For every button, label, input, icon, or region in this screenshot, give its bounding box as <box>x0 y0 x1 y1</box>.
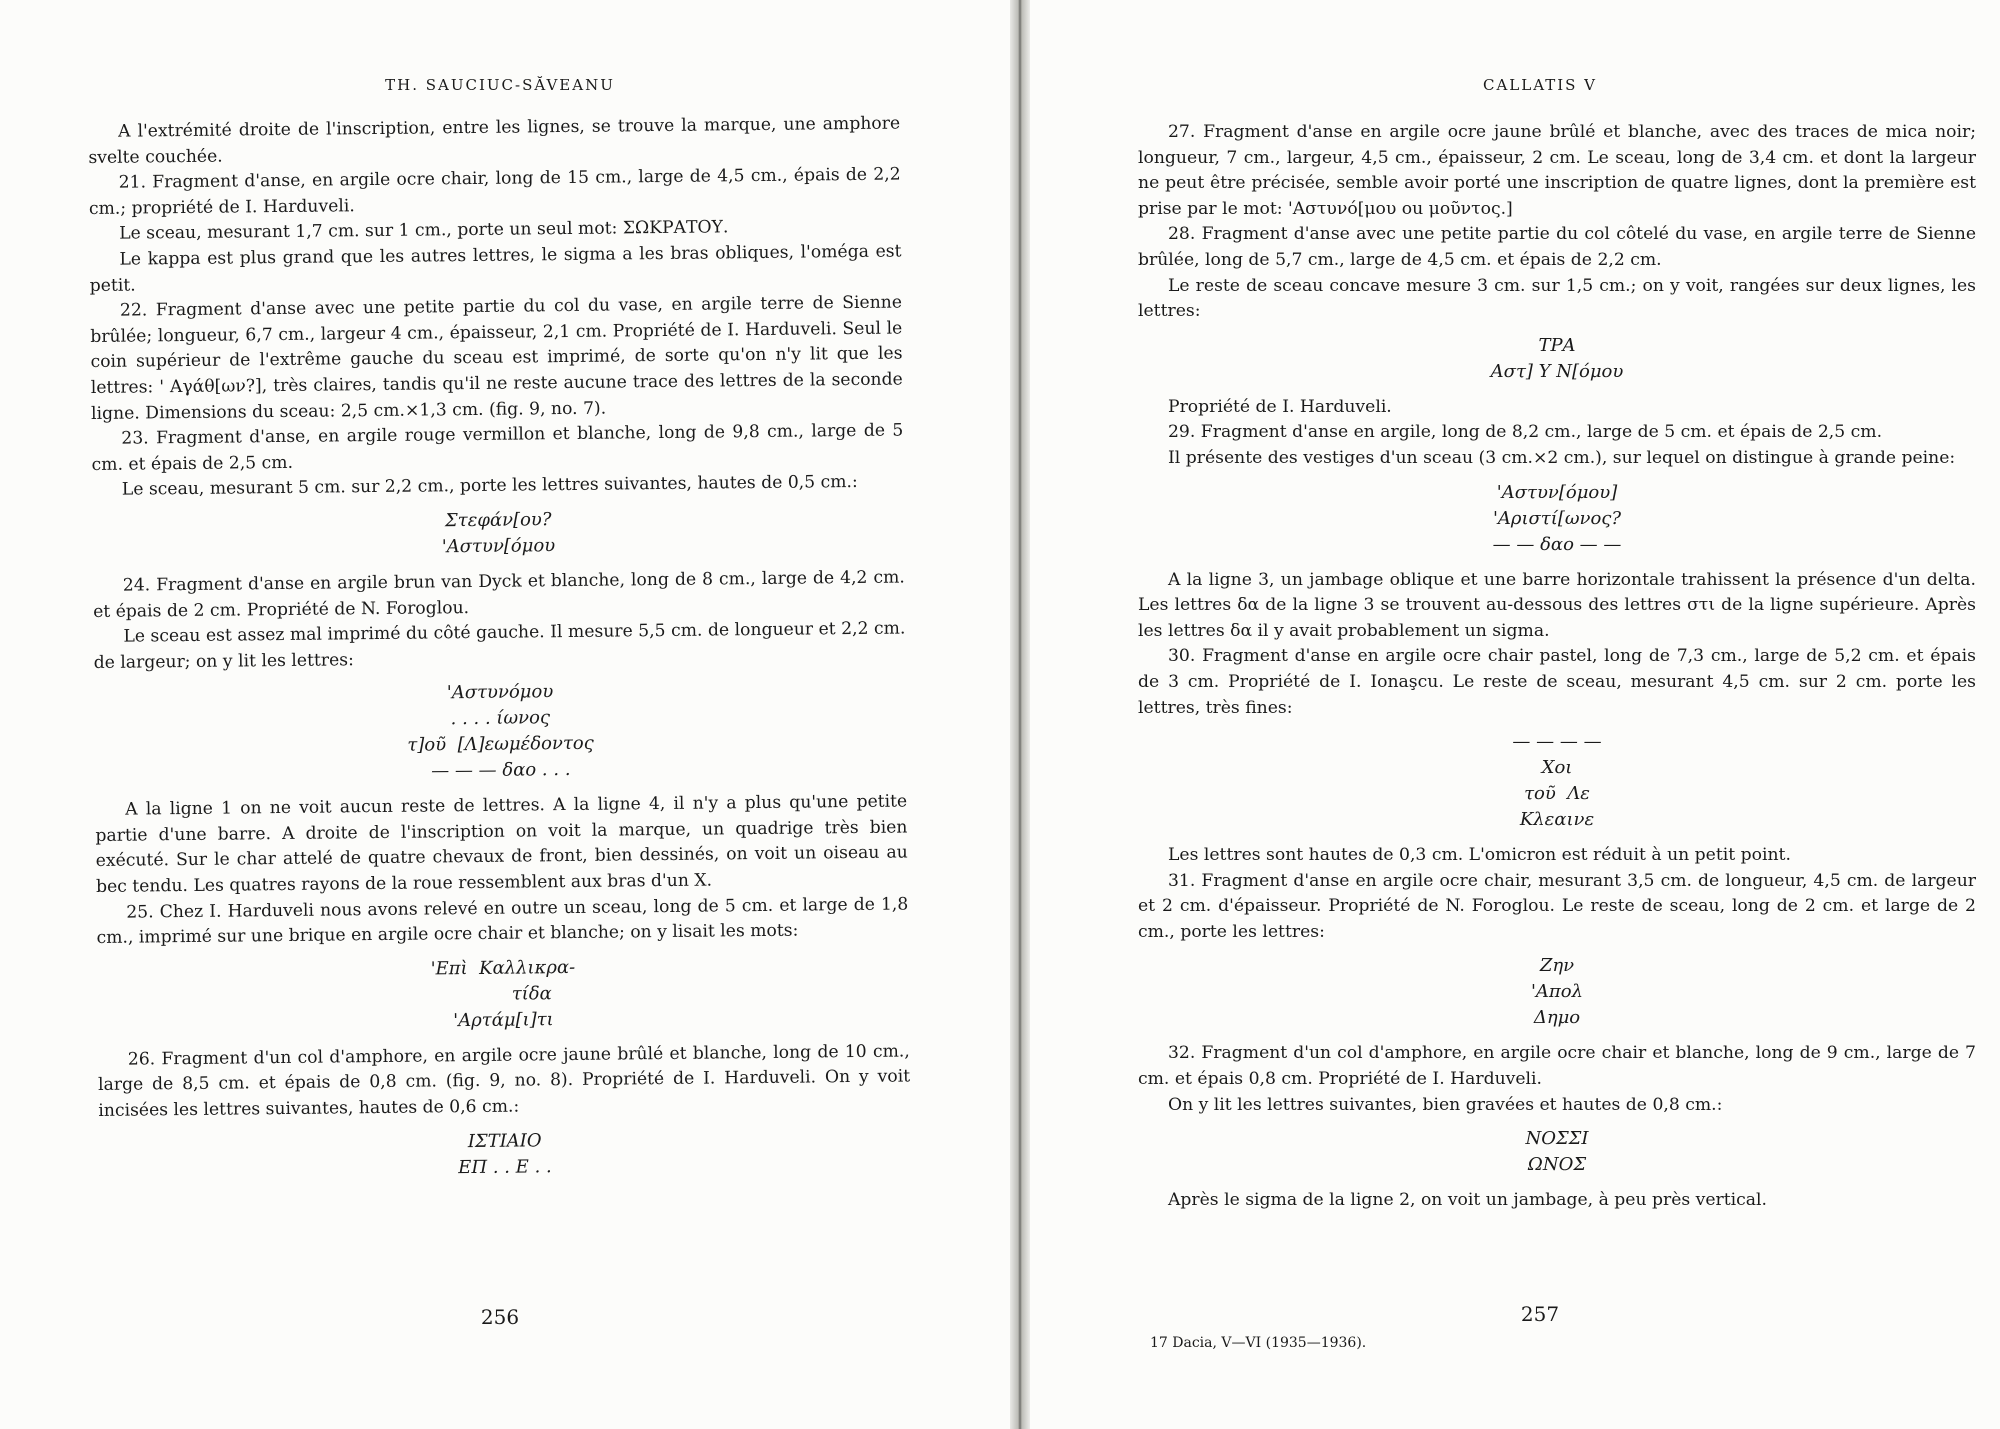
inscription-line: 'Αστυνόμου <box>446 681 554 704</box>
paragraph: 28. Fragment d'anse avec une petite partie du col côtelé du vase, en argile terre de Sienne brûlée, long de 5,7 cm., large de 4,5 cm. et épais de 2,2 cm. <box>1138 224 1976 270</box>
inscription-line: ΝΟΣΣΙ <box>1525 1128 1589 1150</box>
inscription-line: . . . . ίωνος <box>450 707 551 730</box>
inscription-line: — — δαο — — <box>1492 533 1622 555</box>
inscription-block <box>1138 1126 1976 1178</box>
inscription-line: 'Αστυν[όμου] <box>1496 481 1618 503</box>
paragraph: Propriété de I. Harduveli. <box>1168 396 1392 417</box>
paragraph: Le sceau, mesurant 5 cm. sur 2,2 cm., porte les lettres suivantes, hautes de 0,5 cm.: <box>121 472 858 500</box>
paragraph: Après le sigma de la ligne 2, on voit un jambage, à peu près vertical. <box>1168 1190 1768 1211</box>
inscription-line: Στεφάν[ου? <box>444 509 552 532</box>
inscription-line: Αστ] Υ Ν[όμου <box>1490 360 1624 382</box>
running-head: CALLATIS V <box>1482 76 1598 94</box>
running-head: TH. SAUCIUC-SĂVEANU <box>385 76 615 94</box>
inscription-line: Ζην <box>1539 955 1575 977</box>
inscription-block <box>1138 480 1976 558</box>
inscription-block <box>94 676 907 788</box>
inscription-line: Χοι <box>1541 757 1573 779</box>
inscription-line: τίδα <box>454 983 552 1006</box>
inscription-line: τ]οῦ [Λ]εωμέδοντος <box>407 733 594 756</box>
paragraph: Les lettres sont hautes de 0,3 cm. L'omicron est réduit à un petit point. <box>1168 845 1791 866</box>
paragraph: 30. Fragment d'anse en argile ocre chair pastel, long de 7,3 cm., large de 5,2 cm. et épais de 3 cm. Propriété de I. Ionaşcu. Le reste de sceau, mesurant 4,5 cm. sur 2 cm. porte les lettres, très fines: <box>1138 646 1976 718</box>
inscription-block <box>1138 953 1976 1031</box>
inscription-line: 'Αριστί[ωνος? <box>1492 507 1622 529</box>
paragraph: 23. Fragment d'anse, en argile rouge vermillon et blanche, long de 9,8 cm., large de 5 cm. et épais de 2,5 cm. <box>91 420 904 475</box>
paragraph: Le reste de sceau concave mesure 3 cm. sur 1,5 cm.; on y voit, rangées sur deux lignes, les lettres: <box>1138 275 1976 322</box>
inscription-block <box>1138 333 1976 385</box>
inscription-block <box>99 1124 912 1185</box>
inscription-line: ΩΝΟΣ <box>1527 1154 1587 1176</box>
page-number: 256 <box>480 1305 520 1329</box>
paragraph: 31. Fragment d'anse en argile ocre chair, mesurant 3,5 cm. de longueur, 4,5 cm. de largeur et 2 cm. d'épaisseur. Propriété de N. Foroglou. Le reste de sceau, long de 2 cm. et large de 2 cm., porte les lettres: <box>1138 870 1976 942</box>
inscription-line: 'Επὶ Καλλικρα- <box>430 956 576 980</box>
page-body <box>1138 120 1976 1214</box>
paragraph: 26. Fragment d'un col d'amphore, en argile ocre jaune brûlé et blanche, long de 10 cm., large de 8,5 cm. et épais de 0,8 cm. (fig. 9, no. 8). Propriété de I. Harduveli. On y voit incisées les lettres suivantes, hautes de 0,6 cm.: <box>98 1041 911 1121</box>
paragraph: 25. Chez I. Harduveli nous avons relevé en outre un sceau, long de 5 cm. et large de 1,8 cm., imprimé sur une brique en argile ocre chair et blanche; on y lisait les mots: <box>96 894 909 949</box>
paragraph: 24. Fragment d'anse en argile brun van Dyck et blanche, long de 8 cm., large de 4,2 cm. et épais de 2 cm. Propriété de N. Foroglou. <box>93 567 905 622</box>
inscription-line: Δημο <box>1533 1007 1581 1029</box>
paragraph: 27. Fragment d'anse en argile ocre jaune brûlé et blanche, avec des traces de mica noir; longueur, 7 cm., largeur, 4,5 cm., épaisseur, 2 cm. Le sceau, long de 3,4 cm. et dont la largeur ne peut être précisée, semble avoir porté une inscription de quatre lignes, dont la première est prise par le mot: 'Αστυνό[μου ou μοῦντος.] <box>1138 122 1976 219</box>
paragraph: On y lit les lettres suivantes, bien gravées et hautes de 0,8 cm.: <box>1168 1094 1723 1115</box>
inscription-block <box>92 503 905 564</box>
page-body <box>88 111 911 1194</box>
paragraph: A la ligne 1 on ne voit aucun reste de lettres. A la ligne 4, il n'y a plus qu'une petite partie d'une barre. A droite de l'inscription on voit la marque, un quadrige très bien exécuté. Sur le char attelé de quatre chevaux de front, bien dessinés, on voit un oiseau au bec tendu. Les quatres rayons de la roue ressemblent aux bras d'un X. <box>95 791 908 898</box>
paragraph: Il présente des vestiges d'un sceau (3 cm.×2 cm.), sur lequel on distingue à grande peine: <box>1168 447 1956 468</box>
inscription-line: 'Απολ <box>1530 981 1584 1003</box>
paragraph: Le sceau est assez mal imprimé du côté gauche. Il mesure 5,5 cm. de longueur et 2,2 cm. de largeur; on y lit les lettres: <box>93 618 906 673</box>
inscription-line: — — — δαο . . . <box>431 759 571 782</box>
paragraph: Le sceau, mesurant 1,7 cm. sur 1 cm., porte un seul mot: ΣΩΚΡΑΤΟΥ. <box>119 217 729 245</box>
inscription-line: ΕΠ . . Ε . . <box>458 1155 552 1178</box>
paragraph: 32. Fragment d'un col d'amphore, en argile ocre chair et blanche, long de 9 cm., large de 7 cm. et épais 0,8 cm. Propriété de I. Harduveli. <box>1138 1043 1976 1090</box>
inscription-block <box>1138 729 1976 833</box>
paragraph: A la ligne 3, un jambage oblique et une barre horizontale trahissent la présence d'un delta. Les lettres δα de la ligne 3 se trouvent au-dessous des lettres στι de la ligne supérieure. Après les lettres δα il y avait probablement un sigma. <box>1138 569 1976 641</box>
paragraph: Le kappa est plus grand que les autres lettres, le sigma a les bras obliques, l'oméga est petit. <box>89 241 902 296</box>
inscription-line: τοῦ Λε <box>1524 783 1590 805</box>
inscription-line: — — — — <box>1512 731 1602 753</box>
book-gutter <box>1010 0 1030 1429</box>
footnote: 17 Dacia, V—VI (1935—1936). <box>1150 1335 1367 1351</box>
right-page <box>1030 0 2000 1429</box>
inscription-line: ΤΡΑ <box>1538 334 1576 356</box>
inscription-line: ΙΣΤΙΑΙΟ <box>467 1129 542 1152</box>
inscription-line: 'Αστυν[όμου <box>441 535 556 558</box>
inscription-block <box>97 951 910 1037</box>
paragraph: 29. Fragment d'anse en argile, long de 8,2 cm., large de 5 cm. et épais de 2,5 cm. <box>1168 422 1883 443</box>
paragraph: A l'extrémité droite de l'inscription, entre les lignes, se trouve la marque, une amphore svelte couchée. <box>88 113 901 168</box>
inscription-line: Κλεαινε <box>1519 809 1595 831</box>
paragraph: 21. Fragment d'anse, en argile ocre chair, long de 15 cm., large de 4,5 cm., épais de 2,2 cm.; propriété de I. Harduveli. <box>88 164 901 219</box>
inscription-line: 'Αρτάμ[ι]τι <box>453 1009 554 1032</box>
paragraph: 22. Fragment d'anse avec une petite partie du col du vase, en argile terre de Sienne brûlée; longueur, 6,7 cm., largeur 4 cm., épaisseur, 2,1 cm. Propriété de I. Harduveli. Seul le coin supérieur de l'extrême gauche du sceau est imprimé, de sorte qu'on n'y lit que les lettres: ' Αγάθ[ων?], très claires, tandis qu'il ne reste aucune trace des lettres de la seconde ligne. Dimensions du sceau: 2,5 cm.×1,3 cm. (fig. 9, no. 7). <box>90 292 903 424</box>
page-number: 257 <box>1520 1302 1560 1326</box>
